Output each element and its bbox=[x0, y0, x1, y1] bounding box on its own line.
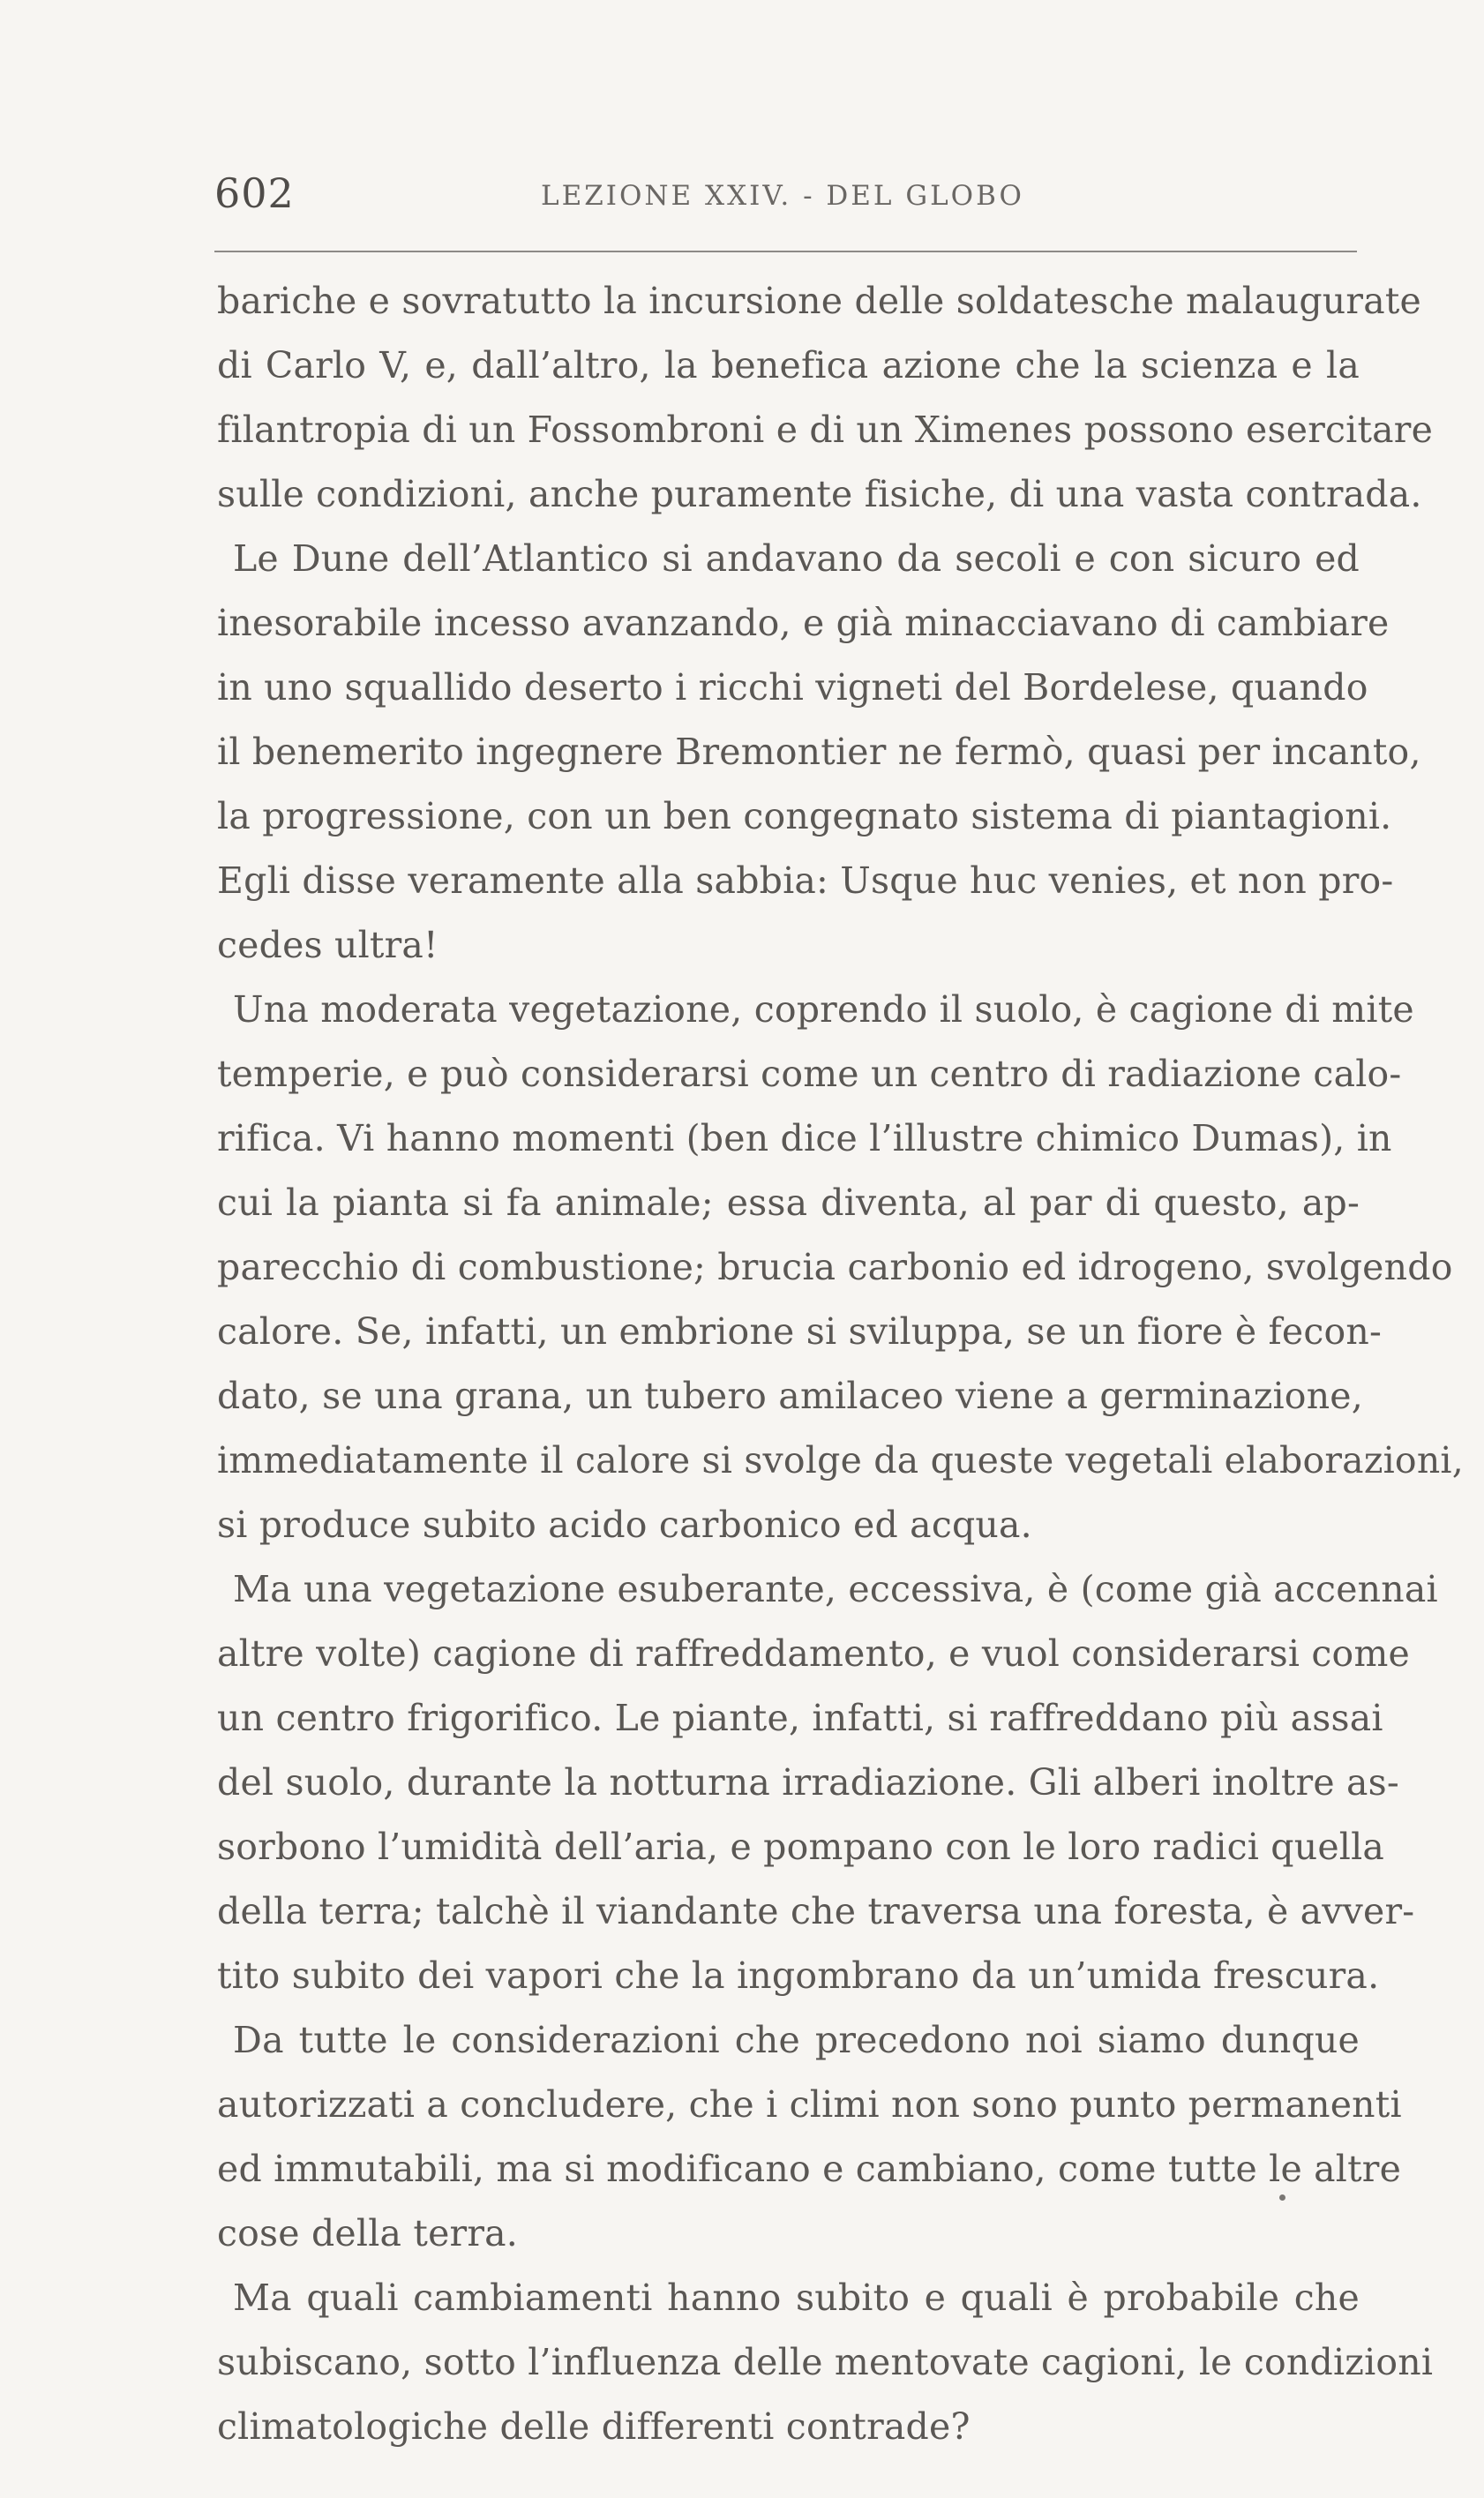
text-line: cose della terra. bbox=[217, 2212, 519, 2254]
text-line: della terra; talchè il viandante che traversa una foresta, è avver- bbox=[217, 1890, 1415, 1932]
text-line: Egli disse veramente alla sabbia: Usque huc venies, et non pro- bbox=[217, 859, 1394, 902]
text-line: Ma quali cambiamenti hanno subito e quali è probabile che bbox=[233, 2277, 1360, 2319]
text-line: calore. Se, infatti, un embrione si sviluppa, se un fiore è fecon- bbox=[217, 1310, 1383, 1353]
text-line: climatologiche delle differenti contrade? bbox=[217, 2405, 971, 2448]
text-line: tito subito dei vapori che la ingombrano da un’umida frescura. bbox=[217, 1954, 1380, 1997]
text-line: sulle condizioni, anche puramente fisiche, di una vasta contrada. bbox=[217, 473, 1422, 515]
text-line: temperie, e può considerarsi come un centro di radiazione calo- bbox=[217, 1053, 1402, 1095]
text-line: altre volte) cagione di raffreddamento, e vuol considerarsi come bbox=[217, 1632, 1410, 1675]
text-line: Le Dune dell’Atlantico si andavano da secoli e con sicuro ed bbox=[233, 537, 1360, 580]
text-line: Da tutte le considerazioni che precedono noi siamo dunque bbox=[233, 2019, 1360, 2061]
text-line: un centro frigorifico. Le piante, infatti, si raffreddano più assai bbox=[217, 1697, 1383, 1739]
text-line: si produce subito acido carbonico ed acqua. bbox=[217, 1504, 1032, 1546]
header-rule bbox=[214, 251, 1357, 252]
text-line: filantropia di un Fossombroni e di un Ximenes possono esercitare bbox=[217, 409, 1434, 451]
text-line: immediatamente il calore si svolge da queste vegetali elaborazioni, bbox=[217, 1439, 1464, 1482]
text-line: bariche e sovratutto la incursione delle soldatesche malaugurate bbox=[217, 280, 1421, 322]
text-line: rifica. Vi hanno momenti (ben dice l’illustre chimico Dumas), in bbox=[217, 1117, 1392, 1159]
text-line: di Carlo V, e, dall’altro, la benefica azione che la scienza e la bbox=[217, 344, 1360, 386]
text-line: ed immutabili, ma si modificano e cambiano, come tutte le altre bbox=[217, 2148, 1402, 2190]
text-line: parecchio di combustione; brucia carbonio ed idrogeno, svolgendo bbox=[217, 1246, 1453, 1288]
text-line: autorizzati a concludere, che i climi non sono punto permanenti bbox=[217, 2083, 1402, 2126]
text-line: cui la pianta si fa animale; essa diventa, al par di questo, ap- bbox=[217, 1181, 1360, 1224]
text-line: subiscano, sotto l’influenza delle mentovate cagioni, le condizioni bbox=[217, 2341, 1434, 2383]
text-line: Ma una vegetazione esuberante, eccessiva, è (come già accennai bbox=[233, 1568, 1438, 1610]
running-title: LEZIONE XXIV. - DEL GLOBO bbox=[541, 180, 1024, 212]
text-line: del suolo, durante la notturna irradiazione. Gli alberi inoltre as- bbox=[217, 1761, 1399, 1804]
ink-speck bbox=[1279, 2194, 1285, 2201]
text-line: inesorabile incesso avanzando, e già minacciavano di cambiare bbox=[217, 602, 1390, 644]
page-header bbox=[214, 169, 1361, 231]
text-line: sorbono l’umidità dell’aria, e pompano con le loro radici quella bbox=[217, 1826, 1385, 1868]
text-line: la progressione, con un ben congegnato sistema di piantagioni. bbox=[217, 795, 1392, 837]
text-line: in uno squallido deserto i ricchi vigneti del Bordelese, quando bbox=[217, 666, 1368, 709]
text-line: Una moderata vegetazione, coprendo il suolo, è cagione di mite bbox=[233, 988, 1414, 1031]
page-number: 602 bbox=[214, 169, 295, 217]
text-line: dato, se una grana, un tubero amilaceo viene a germinazione, bbox=[217, 1375, 1363, 1417]
text-line: cedes ultra! bbox=[217, 924, 438, 966]
text-line: il benemerito ingegnere Bremontier ne fermò, quasi per incanto, bbox=[217, 731, 1421, 773]
body-text bbox=[217, 269, 1464, 2459]
